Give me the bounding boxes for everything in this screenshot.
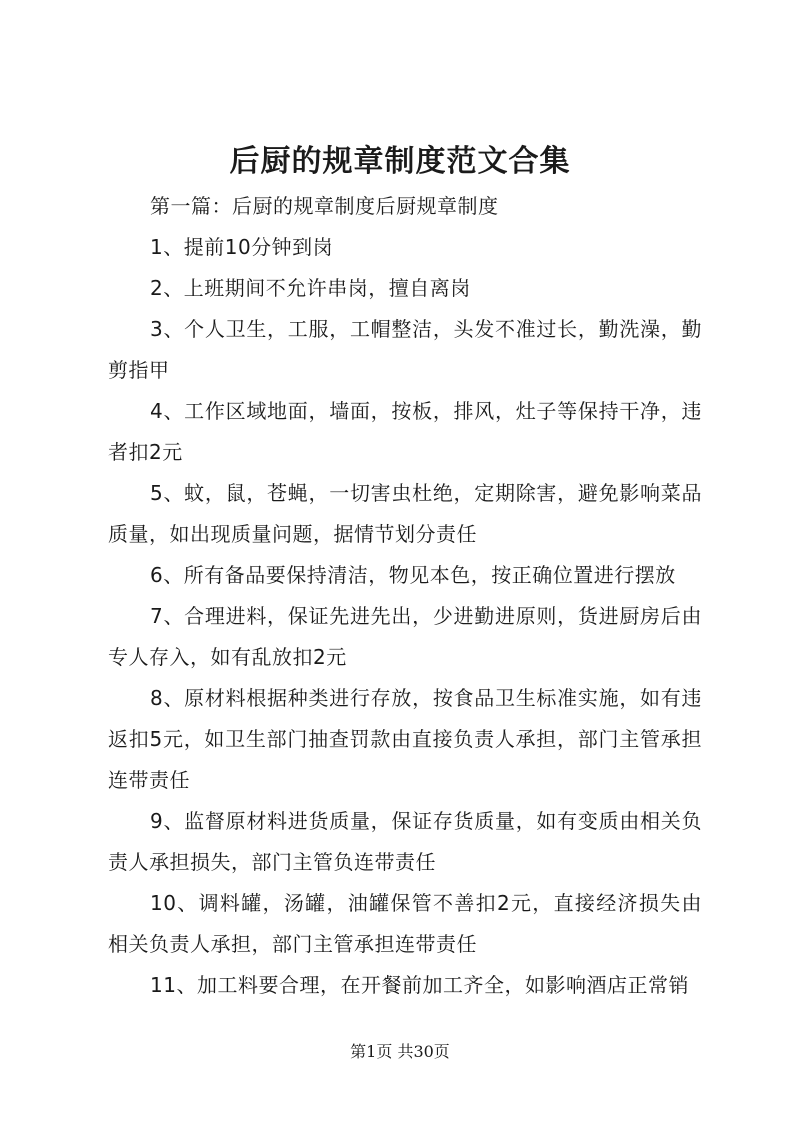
paragraph-rule-3: 3、个人卫生，工服，工帽整洁，头发不准过长，勤洗澡，勤剪指甲: [108, 317, 702, 382]
paragraph-rule-4: 4、工作区域地面，墙面，按板，排风，灶子等保持干净，违者扣2元: [108, 399, 702, 464]
paragraph-rule-1: 1、提前10分钟到岗: [150, 235, 334, 259]
document-title: 后厨的规章制度范文合集: [229, 144, 571, 179]
paragraph-rule-7: 7、合理进料，保证先进先出，少进勤进原则，货进厨房后由专人存入，如有乱放扣2元: [108, 604, 702, 669]
paragraph-rule-2: 2、上班期间不允许串岗，擅自离岗: [150, 276, 471, 300]
paragraph-section-heading: 第一篇：后厨的规章制度后厨规章制度: [150, 194, 499, 218]
paragraph-rule-10: 10、调料罐，汤罐，油罐保管不善扣2元，直接经济损失由相关负责人承担，部门主管承担连带责任: [108, 891, 702, 956]
paragraph-rule-5: 5、蚊，鼠，苍蝇，一切害虫杜绝，定期除害，避免影响菜品质量，如出现质量问题，据情节划分责任: [108, 481, 702, 546]
page-footer: 第1页 共30页: [350, 1042, 450, 1061]
document-body: [108, 186, 702, 1006]
paragraph-rule-11: 11、加工料要合理，在开餐前加工齐全，如影响酒店正常销: [150, 973, 689, 997]
paragraph-rule-8: 8、原材料根据种类进行存放，按食品卫生标准实施，如有违返扣5元，如卫生部门抽查罚款由直接负责人承担，部门主管承担连带责任: [108, 686, 702, 792]
paragraph-rule-9: 9、监督原材料进货质量，保证存货质量，如有变质由相关负责人承担损失，部门主管负连带责任: [108, 809, 702, 874]
paragraph-rule-6: 6、所有备品要保持清洁，物见本色，按正确位置进行摆放: [150, 563, 676, 587]
